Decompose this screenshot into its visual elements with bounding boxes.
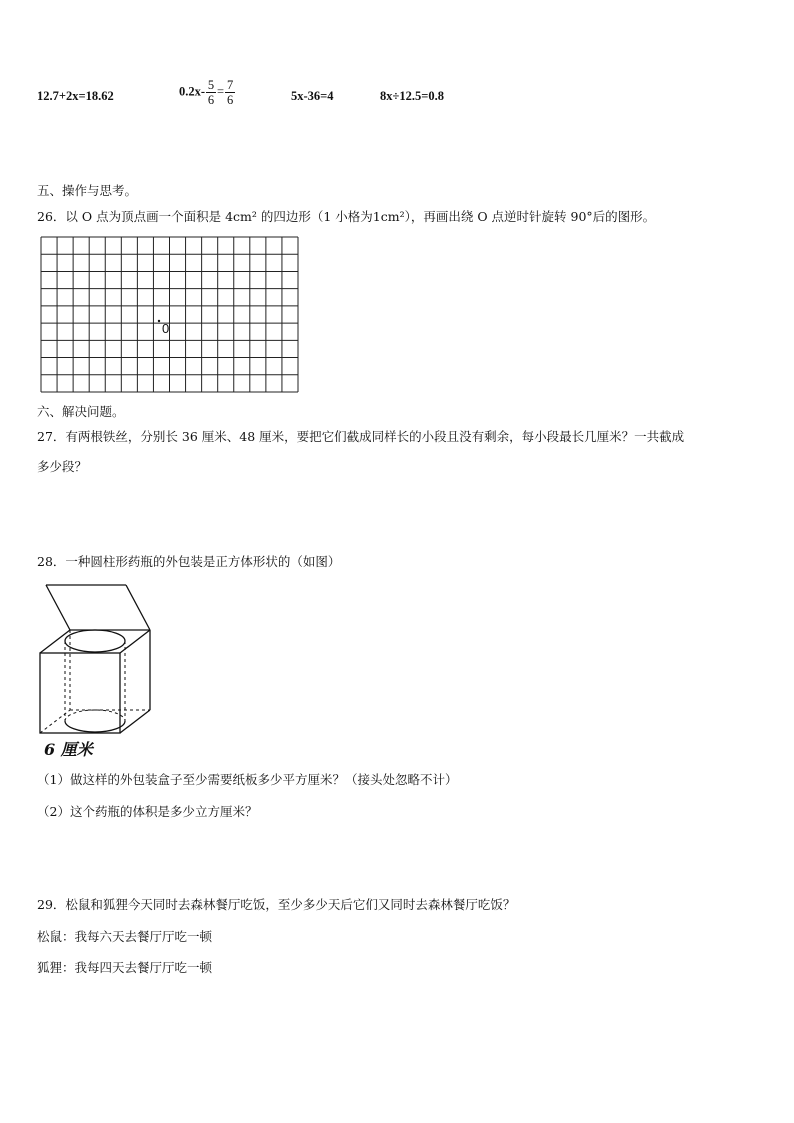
question-28-part-2: （2）这个药瓶的体积是多少立方厘米？	[37, 804, 258, 819]
figure-label-6cm: 6 厘米	[44, 740, 93, 758]
equation-2-equals: =	[217, 84, 225, 99]
fraction-5-6: $\frac{5}{6}$	[207, 78, 215, 107]
equation-2-prefix: 0.2x-	[179, 84, 206, 99]
point-o-label: 0	[162, 321, 170, 336]
fraction-7-6: $\frac{7}{6}$	[226, 78, 234, 107]
section-5-heading: 五、操作与思考。	[37, 183, 138, 198]
question-29: 29．松鼠和狐狸今天同时去森林餐厅吃饭，至少多少天后它们又同时去森林餐厅吃饭？	[37, 897, 516, 912]
equation-1: 12.7+2x=18.62	[37, 89, 114, 103]
point-o	[158, 320, 160, 322]
question-29-squirrel: 松鼠：我每六天去餐厅厅吃一顿	[37, 929, 213, 944]
equation-3: 5x-36=4	[291, 89, 334, 103]
question-29-fox: 狐狸：我每四天去餐厅厅吃一顿	[37, 960, 213, 975]
section-6-heading: 六、解决问题。	[37, 404, 125, 419]
question-27-line-2: 多少段？	[37, 459, 88, 474]
square-grid	[40, 236, 300, 394]
equation-4: 8x÷12.5=0.8	[380, 89, 444, 103]
equation-2	[179, 78, 236, 107]
question-28-part-1: （1）做这样的外包装盒子至少需要纸板多少平方厘米？（接头处忽略不计）	[37, 772, 458, 787]
question-27-line-1: 27．有两根铁丝，分别长 36 厘米、48 厘米，要把它们截成同样长的小段且没有剩余，每小段最长几厘米？一共截成	[37, 429, 685, 444]
cube-with-cylinder-figure	[36, 583, 156, 758]
question-28: 28．一种圆柱形药瓶的外包装是正方体形状的（如图）	[37, 554, 341, 569]
question-26: 26．以 O 点为顶点画一个面积是 4cm² 的四边形（1 小格为1cm²），再画出绕 O 点逆时针旋转 90°后的图形。	[37, 209, 656, 224]
